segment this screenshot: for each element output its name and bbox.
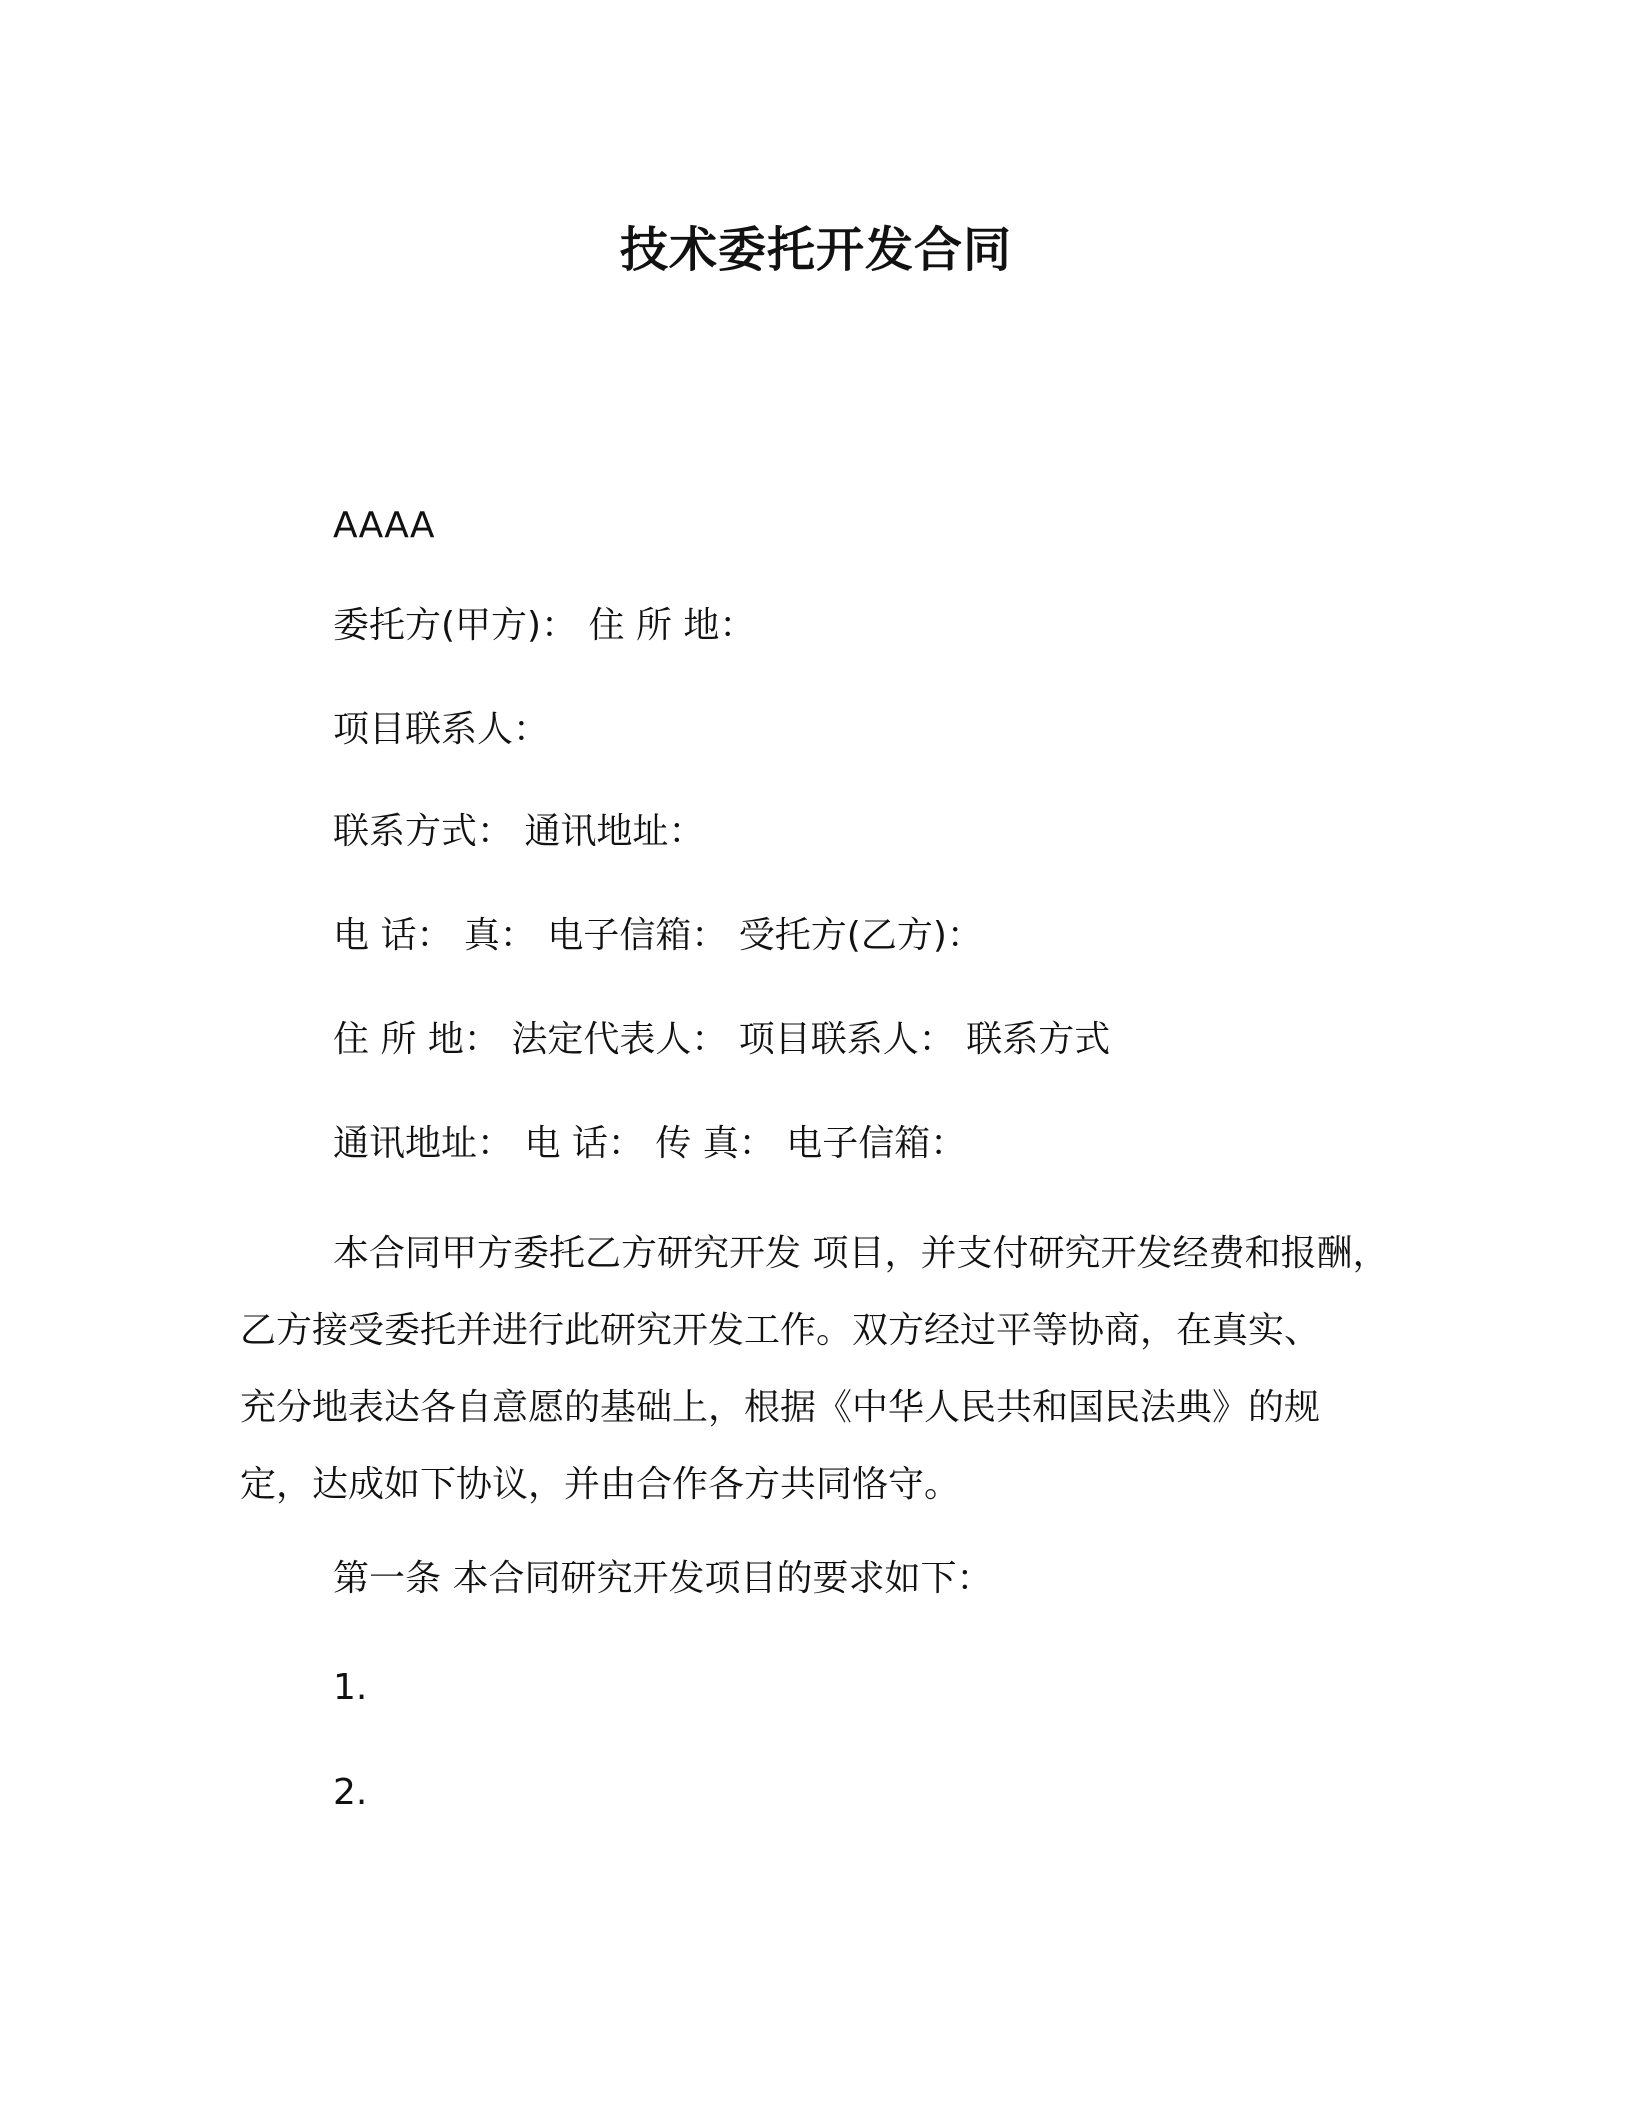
intro-paragraph-row: 定，达成如下协议，并由合作各方共同恪守。: [240, 1464, 961, 1505]
intro-paragraph-row: 充分地表达各自意愿的基础上，根据《中华人民共和国民法典》的规: [240, 1387, 1321, 1428]
intro-paragraph-row: 乙方接受委托并进行此研究开发工作。双方经过平等协商，在真实、: [240, 1310, 1321, 1351]
contact-person-line: 项目联系人：: [333, 709, 550, 750]
intro-paragraph-row: 本合同甲方委托乙方研究开发 项目，并支付研究开发经费和报酬，: [333, 1233, 1389, 1274]
document-title: 技术委托开发合同: [619, 222, 1012, 278]
list-item-1: 1.: [333, 1667, 368, 1708]
intro-paragraph: [240, 1215, 1410, 1523]
party-b-mail-line: 通讯地址： 电 话： 传 真： 电子信箱：: [333, 1123, 967, 1164]
party-b-residence-line: 住 所 地： 法定代表人： 项目联系人： 联系方式: [333, 1019, 1111, 1060]
phone-email-party-b-line: 电 话： 真： 电子信箱： 受托方(乙方)：: [333, 915, 983, 956]
party-a-line: 委托方(甲方)： 住 所 地：: [333, 605, 756, 646]
list-item-2: 2.: [333, 1772, 368, 1813]
document-code: AAAA: [333, 505, 435, 546]
article-1-heading: 第一条 本合同研究开发项目的要求如下：: [333, 1558, 993, 1599]
contact-method-line: 联系方式： 通讯地址：: [333, 811, 705, 852]
